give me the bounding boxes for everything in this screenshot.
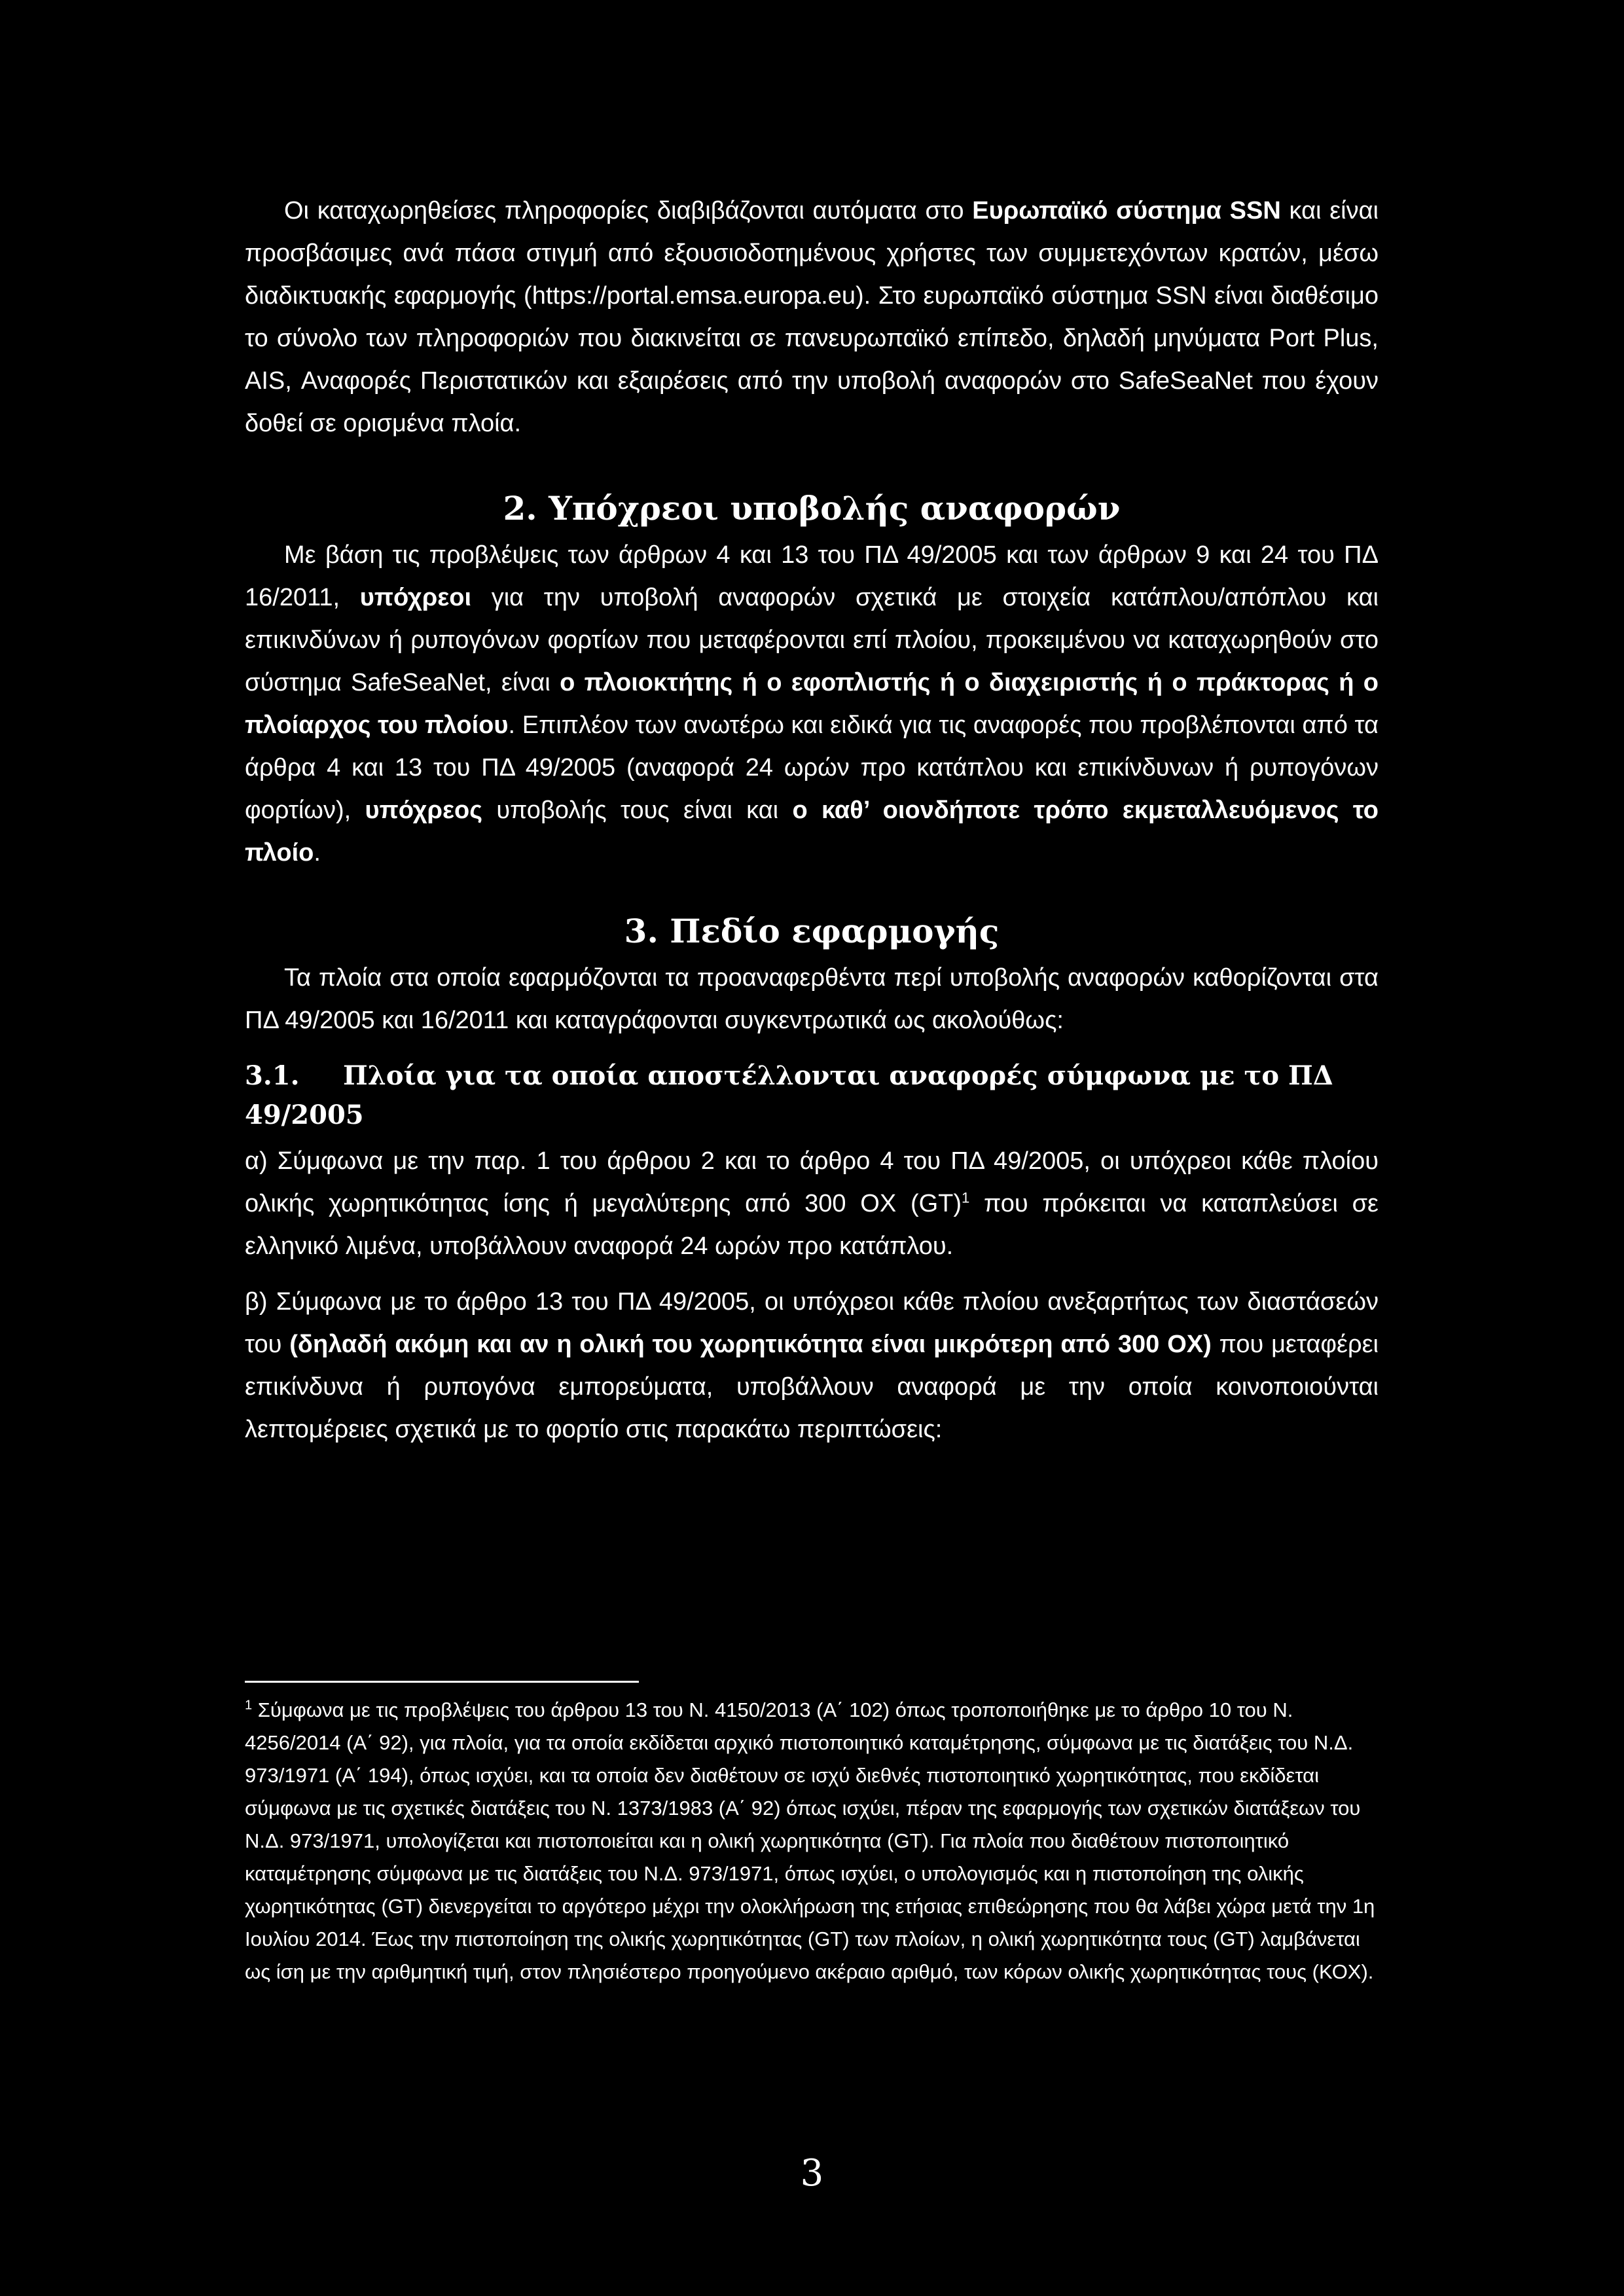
footnote: $^1$ Σύμφωνα με τις προβλέψεις του άρθρου 13 του Ν. 4150/2013 (Α΄ 102) όπως τροποποιήθηκε με το άρθρο 10 του Ν. 4256/2014 (Α΄ 92), για πλοία, για τα οποία εκδίδεται αρχικό πιστοποιητικό καταμέτρησης, σύμφωνα με τις διατάξεις του Ν.Δ. 973/1971 (Α΄ 194), όπως ισχύει, και τα οποία δεν διαθέτουν σε ισχύ διεθνές πιστοποιητικό χωρητικότητας, που εκδίδεται σύμφωνα με τις σχετικές διατάξεις του Ν. 1373/1983 (Α΄ 92) όπως ισχύει, πέραν της εφαρμογής των σχετικών διατάξεων του Ν.Δ. 973/1971, υπολογίζεται και πιστοποιείται και η ολική χωρητικότητα (GT). Για πλοία που διαθέτουν πιστοποιητικό καταμέτρησης σύμφωνα με τις διατάξεις του Ν.Δ. 973/1971, όπως ισχύει, ο υπολογισμός και η πιστοποίηση της ολικής χωρητικότητας (GT) διενεργείται το αργότερο μέχρι την ολοκλήρωση της ετήσιας επιθεώρησης που θα λάβει χώρα μετά την 1η Ιουλίου 2014. Έως την πιστοποίηση της ολικής χωρητικότητας (GT) των πλοίων, η ολική χωρητικότητα τους (GT) λαμβάνεται ως ίση με την αριθμητική τιμή, στον πλησιέστερο προηγούμενο ακέραιο αριθμό, των κόρων ολικής χωρητικότητας τους (ΚΟΧ). [245, 1698, 1375, 1983]
item-a-paragraph: α) Σύμφωνα με την παρ. 1 του άρθρου 2 και το άρθρο 4 του ΠΔ 49/2005, οι υπόχρεοι κάθε πλοίου ολικής χωρητικότητας ίσης ή μεγαλύτερης από 300 ΟΧ (GT)$^1$ που πρόκειται να καταπλεύσει σε ελληνικό λιμένα, υποβάλλουν αναφορά 24 ωρών προ κατάπλου. [245, 1147, 1379, 1260]
section-2-paragraph: Με βάση τις προβλέψεις των άρθρων 4 και 13 του ΠΔ 49/2005 και των άρθρων 9 και 24 του ΠΔ 16/2011, υπόχρεοι για την υποβολή αναφορών σχετικά με στοιχεία κατάπλου/απόπλου και επικινδύνων ή ρυπογόνων φορτίων που μεταφέρονται επί πλοίου, προκειμένου να καταχωρηθούν στο σύστημα SafeSeaNet, είναι ο πλοιοκτήτης ή ο εφοπλιστής ή ο διαχειριστής ή ο πράκτορας ή ο πλοίαρχος του πλοίου. Επιπλέον των ανωτέρω και ειδικά για τις αναφορές που προβλέπονται από τα άρθρα 4 και 13 του ΠΔ 49/2005 (αναφορά 24 ωρών προ κατάπλου και επικίνδυνων ή ρυπογόνων φορτίων), υπόχρεος υποβολής τους είναι και ο καθ’ οιονδήποτε τρόπο εκμεταλλευόμενος το πλοίο. [245, 541, 1379, 867]
footnote-separator [245, 1681, 639, 1683]
subsection-3-1-heading: 3.1. Πλοία για τα οποία αποστέλλονται αναφορές σύμφωνα με το ΠΔ 49/2005 [245, 1060, 1333, 1130]
section-2-heading: 2. Υπόχρεοι υποβολής αναφορών [503, 489, 1121, 528]
footnote-ref[interactable]: 1 [962, 1189, 970, 1206]
page-number: 3 [800, 2152, 824, 2195]
section-3-intro: Τα πλοία στα οποία εφαρμόζονται τα προαναφερθέντα περί υποβολής αναφορών καθορίζονται στα ΠΔ 49/2005 και 16/2011 και καταγράφονται συγκεντρωτικά ως ακολούθως: [245, 964, 1379, 1034]
item-b-paragraph: β) Σύμφωνα με το άρθρο 13 του ΠΔ 49/2005, οι υπόχρεοι κάθε πλοίου ανεξαρτήτως των διαστάσεών του (δηλαδή ακόμη και αν η ολική του χωρητικότητα είναι μικρότερη από 300 ΟΧ) που μεταφέρει επικίνδυνα ή ρυπογόνα εμπορεύματα, υποβάλλουν αναφορά με την οποία κοινοποιούνται λεπτομέρειες σχετικά με το φορτίο στις παρακάτω περιπτώσεις: [245, 1288, 1379, 1443]
section-3-heading: 3. Πεδίο εφαρμογής [624, 912, 1000, 950]
ssn-system-bold: Ευρωπαϊκό σύστημα SSN [972, 197, 1281, 224]
page-body [245, 190, 1379, 1451]
intro-paragraph: Οι καταχωρηθείσες πληροφορίες διαβιβάζονται αυτόματα στο Ευρωπαϊκό σύστημα SSN και είναι προσβάσιμες ανά πάσα στιγμή από εξουσιοδοτημένους χρήστες των συμμετεχόντων κρατών, μέσω διαδικτυακής εφαρμογής (https://portal.emsa.europa.eu). Στο ευρωπαϊκό σύστημα SSN είναι διαθέσιμο το σύνολο των πληροφοριών που διακινείται σε πανευρωπαϊκό επίπεδο, δηλαδή μηνύματα Port Plus, AIS, Αναφορές Περιστατικών και εξαιρέσεις από την υποβολή αναφορών στο SafeSeaNet που έχουν δοθεί σε ορισμένα πλοία. [245, 197, 1379, 437]
